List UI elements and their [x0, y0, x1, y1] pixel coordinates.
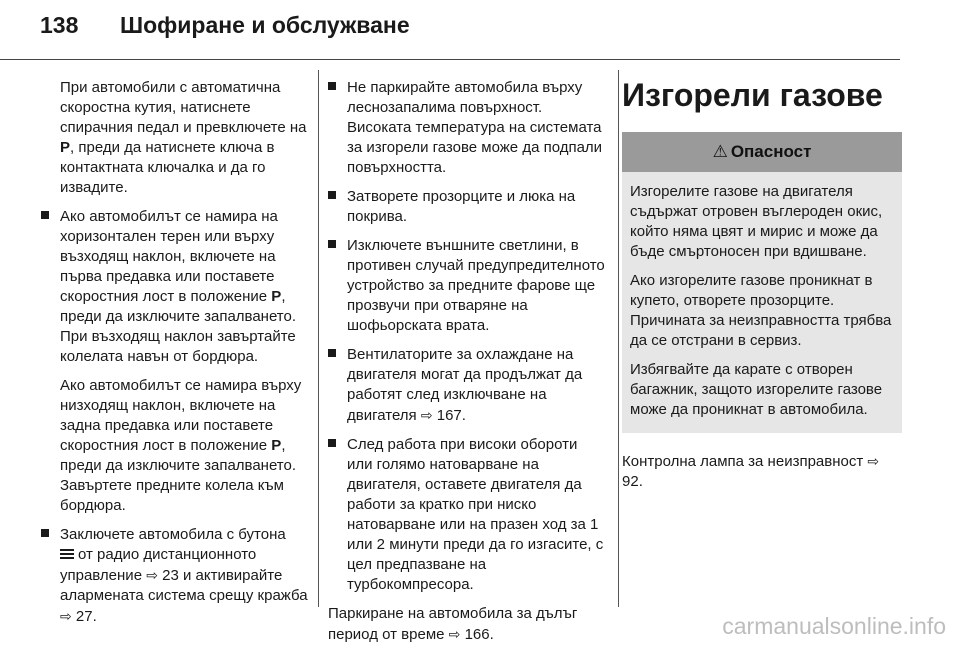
- watermark: carmanualsonline.info: [722, 613, 946, 639]
- list-item: Изключете външните светлини, в противен случай предупредителното устройство за предните фарове ще прозвучи при отваряне на шофьорската врата.: [328, 236, 607, 336]
- ref-arrow-icon: ⇨: [60, 608, 72, 624]
- list-item: Не паркирайте автомобила върху леснозапалима повърхност. Високата температура на системата за изгорели газове може да подпали повърхността.: [328, 78, 607, 178]
- ref-arrow-icon: ⇨: [867, 453, 880, 469]
- paragraph-shutdown: При автомобили с автоматична скоростна кутия, натиснете спирачния педал и превключете на P, преди да натиснете ключа в контактната ключалка и да го извадите.: [60, 79, 307, 196]
- warning-body: [622, 172, 902, 433]
- bullet-icon: [328, 240, 336, 248]
- page-title: Шофиране и обслужване: [120, 12, 410, 38]
- page-ref[interactable]: 92: [622, 473, 639, 490]
- list-item: Заключете автомобила с бутона от радио дистанционното управление ⇨ 23 и активирайте алармената система срещу кражба ⇨ 27.: [41, 525, 308, 627]
- warning-paragraph: Ако изгорелите газове проникнат в купето, отворете прозорците. Причината за неизправността трябва да се отстрани в сервиз.: [630, 272, 892, 349]
- warning-paragraph: Изгорелите газове на двигателя съдържат отровен въглероден окис, който няма цвят и мирис и може да бъде смъртоносен при вдишване.: [630, 183, 883, 260]
- warning-icon: ⚠: [712, 142, 728, 161]
- column-2: [328, 78, 607, 654]
- list-item: След работа при високи обороти или голямо натоварване на двигателя, оставете двигателя да работи за кратко при ниско натоварване или на празен ход за 1 или 2 минути преди да го изгасите, с цел предпазване на турбокомпресора.: [328, 435, 607, 595]
- warning-box: [622, 132, 902, 433]
- bullet-icon: [328, 439, 336, 447]
- warning-header: [622, 132, 902, 172]
- list-item: Затворете прозорците и люка на покрива.: [328, 187, 607, 227]
- bullet-icon: [328, 349, 336, 357]
- column-1: [60, 78, 308, 636]
- column-divider-2: [618, 70, 619, 607]
- warning-label: Опасност: [730, 142, 812, 161]
- ref-arrow-icon: ⇨: [448, 626, 461, 642]
- section-title: Изгорели газове: [622, 77, 883, 113]
- bullet-icon: [328, 82, 336, 90]
- ref-arrow-icon: ⇨: [146, 567, 158, 583]
- lock-button-icon: [60, 549, 74, 559]
- column-divider-1: [318, 70, 319, 607]
- header-rule: [0, 59, 900, 60]
- page-ref[interactable]: 23: [162, 567, 179, 584]
- paragraph-downhill: Ако автомобилът се намира върху низходящ наклон, включете на задна предавка или поставете скоростния лост в положение P, преди да изключите запалването. Завъртете предните колела към бордюра.: [60, 377, 302, 514]
- paragraph-warning-lamp: Контролна лампа за неизправност ⇨ 92.: [622, 453, 880, 490]
- bullet-icon: [328, 191, 336, 199]
- page-ref[interactable]: 166: [464, 626, 490, 643]
- page-number: 138: [40, 12, 79, 38]
- page-ref[interactable]: 167: [436, 407, 462, 424]
- bullet-icon: [41, 211, 49, 219]
- warning-paragraph: Избягвайте да карате с отворен багажник, защото изгорелите газове може да проникнат в автомобила.: [630, 361, 883, 418]
- column-3: [622, 78, 902, 501]
- paragraph-long-parking: Паркиране на автомобила за дълъг период от време ⇨ 166.: [328, 605, 578, 643]
- ref-arrow-icon: ⇨: [420, 407, 433, 423]
- list-item: Ако автомобилът се намира на хоризонтален терен или върху възходящ наклон, включете на първа предавка или поставете скоростния лост в положение P, преди да изключите запалването. При възходящ наклон завъртайте колелата навън от бордюра.: [41, 207, 308, 367]
- page-header: [40, 12, 410, 39]
- page-ref[interactable]: 27: [75, 608, 93, 625]
- bullet-icon: [41, 529, 49, 537]
- list-item: Вентилаторите за охлаждане на двигателя могат да продължат да работят след изключване на двигателя ⇨ 167.: [328, 345, 607, 426]
